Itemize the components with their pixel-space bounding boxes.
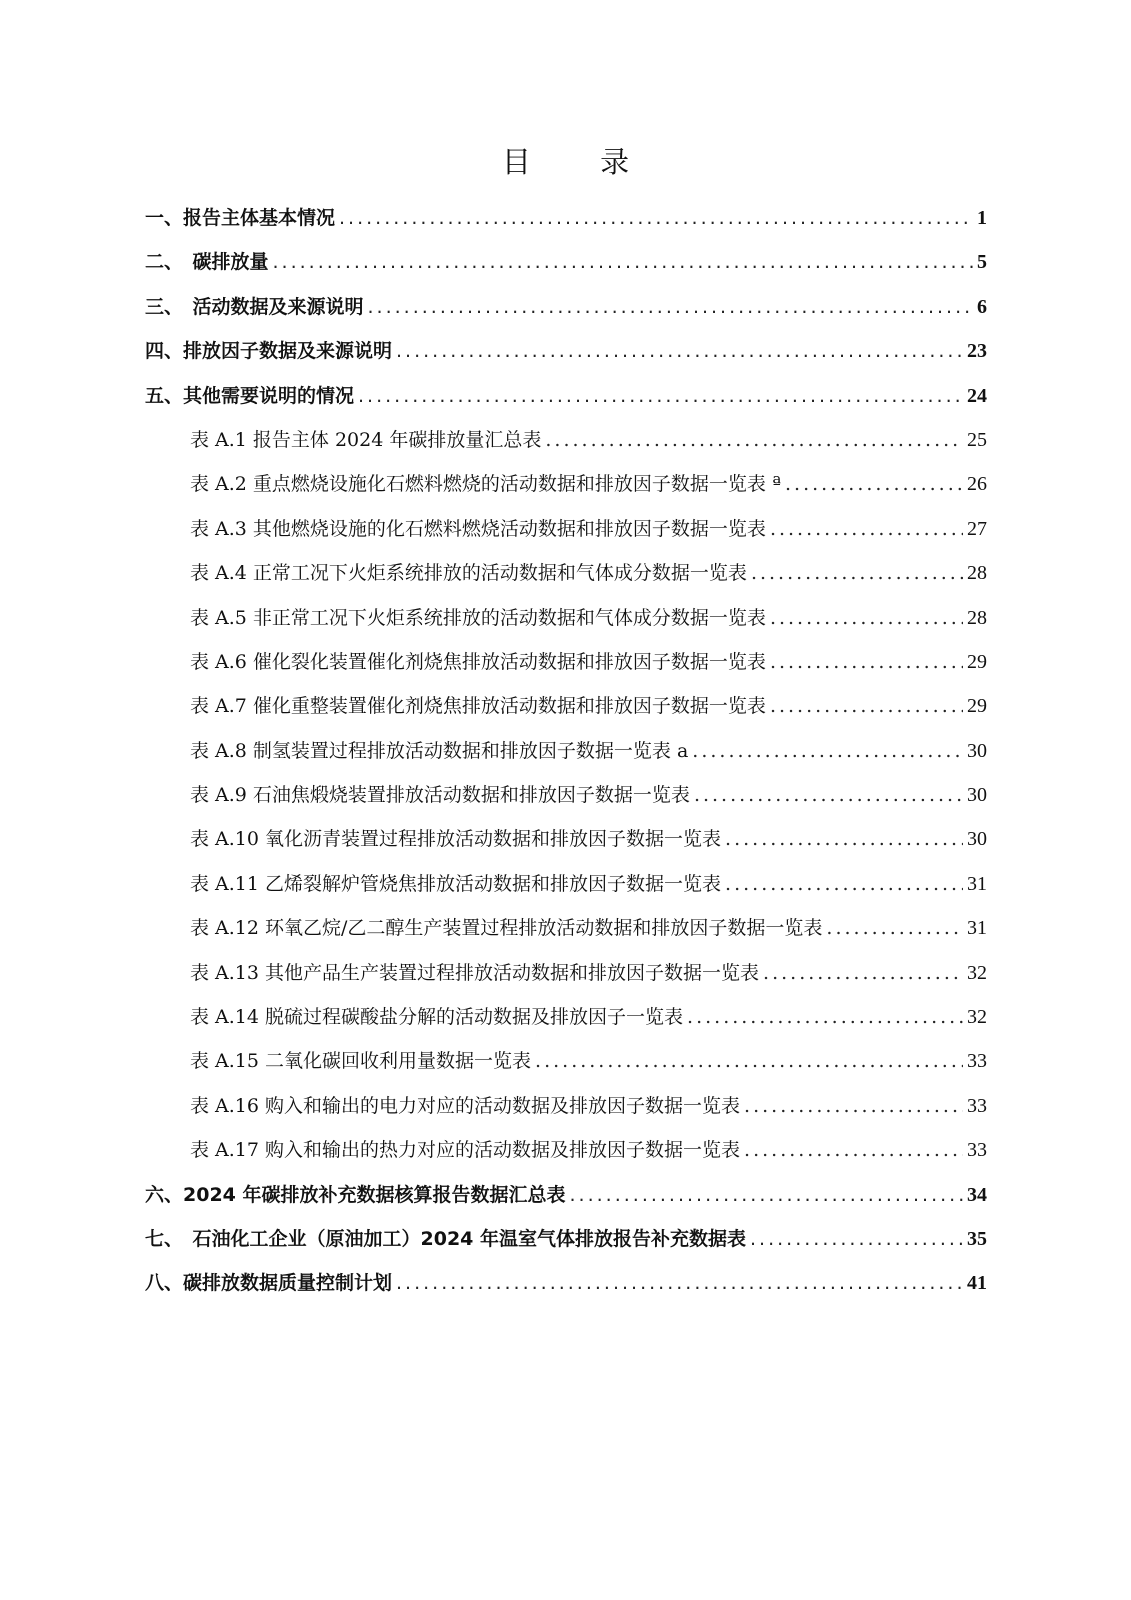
toc-page-number: 6 xyxy=(977,295,987,318)
toc-page-number: 31 xyxy=(967,872,987,895)
toc-table-entry[interactable] xyxy=(145,640,987,684)
toc-entry-label: 二、 碳排放量 xyxy=(145,251,269,274)
toc-entry-label: 一、报告主体基本情况 xyxy=(145,207,336,229)
toc-entry-label: 表 A.9 石油焦煅烧装置排放活动数据和排放因子数据一览表 xyxy=(190,784,690,807)
toc-dot-leader xyxy=(692,729,963,773)
toc-entry-label: 表 A.7 催化重整装置催化剂烧焦排放活动数据和排放因子数据一览表 xyxy=(190,695,766,718)
toc-entry-label: 五、其他需要说明的情况 xyxy=(145,384,355,407)
toc-page-number: 25 xyxy=(967,428,987,451)
toc-page-number: 23 xyxy=(967,340,987,363)
toc-entry-label: 六、2024 年碳排放补充数据核算报告数据汇总表 xyxy=(145,1183,566,1206)
toc-title: 目 录 xyxy=(501,145,660,179)
toc-page-number: 35 xyxy=(967,1227,987,1250)
toc-page-number: 30 xyxy=(967,784,987,807)
toc-dot-leader xyxy=(358,374,963,418)
toc-section-entry[interactable] xyxy=(145,196,987,240)
toc-entry-label: 表 A.2 重点燃烧设施化石燃料燃烧的活动数据和排放因子数据一览表 ª xyxy=(190,473,781,496)
toc-entry-label: 表 A.8 制氢装置过程排放活动数据和排放因子数据一览表 a xyxy=(190,739,689,762)
toc-dot-leader xyxy=(396,1261,963,1305)
toc-entry-label: 表 A.16 购入和输出的电力对应的活动数据及排放因子数据一览表 xyxy=(190,1094,741,1117)
toc-page-number: 41 xyxy=(967,1272,987,1295)
toc-dot-leader xyxy=(368,285,973,329)
toc-page-number: 32 xyxy=(967,1006,987,1029)
toc-dot-leader xyxy=(545,418,963,462)
toc-dot-leader xyxy=(396,329,963,373)
toc-dot-leader xyxy=(273,240,973,284)
toc-section-entry[interactable] xyxy=(145,1217,987,1261)
toc-page-number: 30 xyxy=(967,828,987,851)
toc-table-entry[interactable] xyxy=(145,817,987,861)
toc-page-number: 26 xyxy=(967,473,987,496)
toc-table-entry[interactable] xyxy=(145,1039,987,1083)
toc-section-entry[interactable] xyxy=(145,374,987,418)
toc-table-entry[interactable] xyxy=(145,596,987,640)
toc-dot-leader xyxy=(339,196,973,240)
toc-dot-leader xyxy=(687,995,963,1039)
toc-entry-label: 三、 活动数据及来源说明 xyxy=(145,295,364,318)
toc-entry-label: 表 A.13 其他产品生产装置过程排放活动数据和排放因子数据一览表 xyxy=(190,961,760,984)
toc-page-number: 33 xyxy=(967,1050,987,1073)
toc-page-number: 28 xyxy=(967,606,987,629)
toc-page-number: 33 xyxy=(967,1139,987,1162)
toc-page-number: 29 xyxy=(967,650,987,673)
toc-entry-label: 表 A.4 正常工况下火炬系统排放的活动数据和气体成分数据一览表 xyxy=(190,562,747,585)
toc-page-number: 27 xyxy=(967,517,987,540)
toc-dot-leader xyxy=(785,462,963,506)
toc-section-entry[interactable] xyxy=(145,240,987,284)
toc-table-entry[interactable] xyxy=(145,462,987,506)
toc-table-entry[interactable] xyxy=(145,729,987,773)
toc-section-entry[interactable] xyxy=(145,1173,987,1217)
toc-dot-leader xyxy=(694,773,963,817)
toc-entry-label: 八、碳排放数据质量控制计划 xyxy=(145,1272,393,1295)
toc-dot-leader xyxy=(750,1217,963,1261)
toc-page-number: 5 xyxy=(977,251,987,274)
toc-dot-leader xyxy=(725,817,963,861)
toc-entry-label: 表 A.11 乙烯裂解炉管烧焦排放活动数据和排放因子数据一览表 xyxy=(190,872,722,895)
toc-entry-label: 表 A.6 催化裂化装置催化剂烧焦排放活动数据和排放因子数据一览表 xyxy=(190,650,766,673)
toc-table-entry[interactable] xyxy=(145,1128,987,1172)
toc-entry-label: 表 A.17 购入和输出的热力对应的活动数据及排放因子数据一览表 xyxy=(190,1139,741,1162)
toc-page-number: 30 xyxy=(967,739,987,762)
table-of-contents xyxy=(145,196,987,1306)
toc-table-entry[interactable] xyxy=(145,551,987,595)
toc-page-number: 31 xyxy=(967,917,987,940)
toc-page-number: 29 xyxy=(967,695,987,718)
toc-table-entry[interactable] xyxy=(145,951,987,995)
toc-dot-leader xyxy=(570,1173,964,1217)
toc-entry-label: 表 A.15 二氧化碳回收利用量数据一览表 xyxy=(190,1050,532,1073)
toc-entry-label: 表 A.3 其他燃烧设施的化石燃料燃烧活动数据和排放因子数据一览表 xyxy=(190,517,766,540)
toc-dot-leader xyxy=(770,684,963,728)
toc-entry-label: 表 A.12 环氧乙烷/乙二醇生产装置过程排放活动数据和排放因子数据一览表 xyxy=(190,917,823,940)
toc-page-number: 34 xyxy=(967,1183,987,1206)
toc-dot-leader xyxy=(725,862,963,906)
toc-section-entry[interactable] xyxy=(145,329,987,373)
toc-entry-label: 表 A.14 脱硫过程碳酸盐分解的活动数据及排放因子一览表 xyxy=(190,1006,684,1029)
toc-table-entry[interactable] xyxy=(145,418,987,462)
toc-table-entry[interactable] xyxy=(145,507,987,551)
toc-table-entry[interactable] xyxy=(145,773,987,817)
toc-dot-leader xyxy=(744,1128,963,1172)
toc-entry-label: 表 A.5 非正常工况下火炬系统排放的活动数据和气体成分数据一览表 xyxy=(190,606,766,629)
toc-dot-leader xyxy=(770,507,963,551)
toc-table-entry[interactable] xyxy=(145,1084,987,1128)
toc-dot-leader xyxy=(770,640,963,684)
toc-section-entry[interactable] xyxy=(145,285,987,329)
toc-page-number: 28 xyxy=(967,562,987,585)
toc-dot-leader xyxy=(770,596,963,640)
toc-dot-leader xyxy=(763,951,963,995)
toc-section-entry[interactable] xyxy=(145,1261,987,1305)
toc-table-entry[interactable] xyxy=(145,862,987,906)
toc-page-number: 32 xyxy=(967,961,987,984)
toc-page-number: 24 xyxy=(967,384,987,407)
toc-page-number: 1 xyxy=(977,207,987,229)
toc-entry-label: 四、排放因子数据及来源说明 xyxy=(145,340,393,363)
toc-dot-leader xyxy=(751,551,963,595)
toc-table-entry[interactable] xyxy=(145,684,987,728)
toc-table-entry[interactable] xyxy=(145,906,987,950)
toc-dot-leader xyxy=(826,906,963,950)
toc-entry-label: 七、 石油化工企业（原油加工）2024 年温室气体排放报告补充数据表 xyxy=(145,1227,746,1250)
toc-entry-label: 表 A.10 氧化沥青装置过程排放活动数据和排放因子数据一览表 xyxy=(190,828,722,851)
toc-dot-leader xyxy=(535,1039,963,1083)
toc-page-number: 33 xyxy=(967,1094,987,1117)
toc-table-entry[interactable] xyxy=(145,995,987,1039)
toc-entry-label: 表 A.1 报告主体 2024 年碳排放量汇总表 xyxy=(190,428,542,451)
toc-dot-leader xyxy=(744,1084,963,1128)
